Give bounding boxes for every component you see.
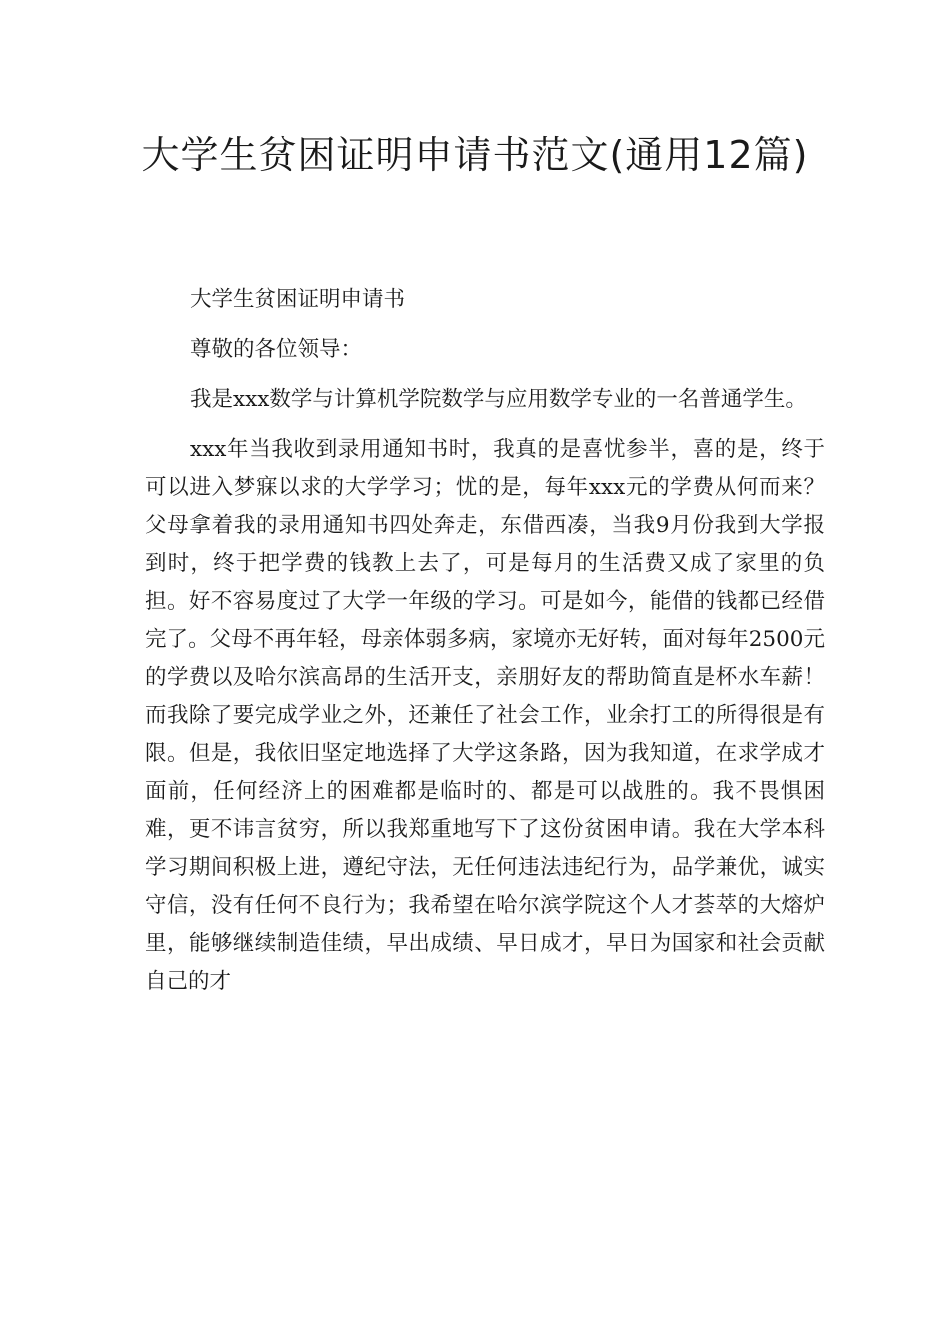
document-body	[145, 281, 825, 1013]
paragraph-salutation: 尊敬的各位领导：	[190, 337, 363, 362]
paragraph-intro: 我是xxx数学与计算机学院数学与应用数学专业的一名普通学生。	[190, 387, 807, 412]
document-title: 大学生贫困证明申请书范文(通用12篇)	[141, 133, 809, 177]
paragraph-heading: 大学生贫困证明申请书	[190, 287, 406, 312]
paragraph-main: xxx年当我收到录用通知书时，我真的是喜忧参半，喜的是，终于可以进入梦寐以求的大学学习；忧的是，每年xxx元的学费从何而来？父母拿着我的录用通知书四处奔走，东借西凑，当我9月份我到大学报到时，终于把学费的钱教上去了，可是每月的生活费又成了家里的负担。好不容易度过了大学一年级的学习。可是如今，能借的钱都已经借完了。父母不再年轻，母亲体弱多病，家境亦无好转，面对每年2500元的学费以及哈尔滨高昂的生活开支，亲朋好友的帮助简直是杯水车薪！而我除了要完成学业之外，还兼任了社会工作，业余打工的所得很是有限。但是，我依旧坚定地选择了大学这条路，因为我知道，在求学成才面前，任何经济上的困难都是临时的、都是可以战胜的。我不畏惧困难，更不讳言贫穷，所以我郑重地写下了这份贫困申请。我在大学本科学习期间积极上进，遵纪守法，无任何违法违纪行为，品学兼优，诚实守信，没有任何不良行为；我希望在哈尔滨学院这个人才荟萃的大熔炉里，能够继续制造佳绩，早出成绩、早日成才，早日为国家和社会贡献自己的才	[145, 437, 825, 994]
